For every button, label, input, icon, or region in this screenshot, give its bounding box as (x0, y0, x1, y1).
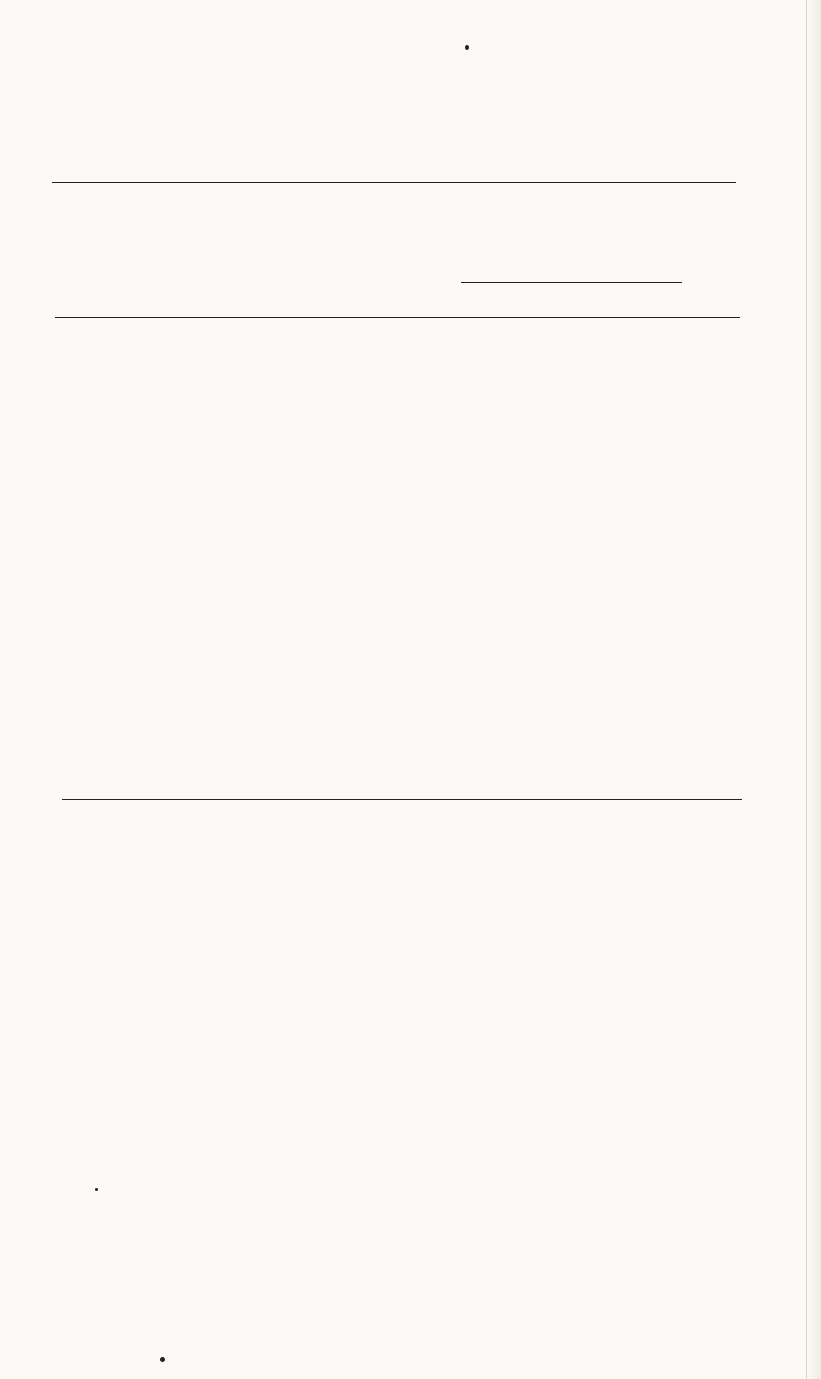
table-top-rule (52, 182, 736, 183)
header-bottom-rule (55, 317, 740, 318)
speck-mark (465, 45, 469, 50)
table-bottom-rule (62, 799, 742, 800)
speck-mark (95, 1188, 98, 1191)
page-edge (806, 0, 821, 1379)
speck-mark (160, 1357, 165, 1362)
group-rule (461, 282, 682, 283)
header-training-text (707, 178, 720, 306)
header-training (684, 178, 742, 306)
